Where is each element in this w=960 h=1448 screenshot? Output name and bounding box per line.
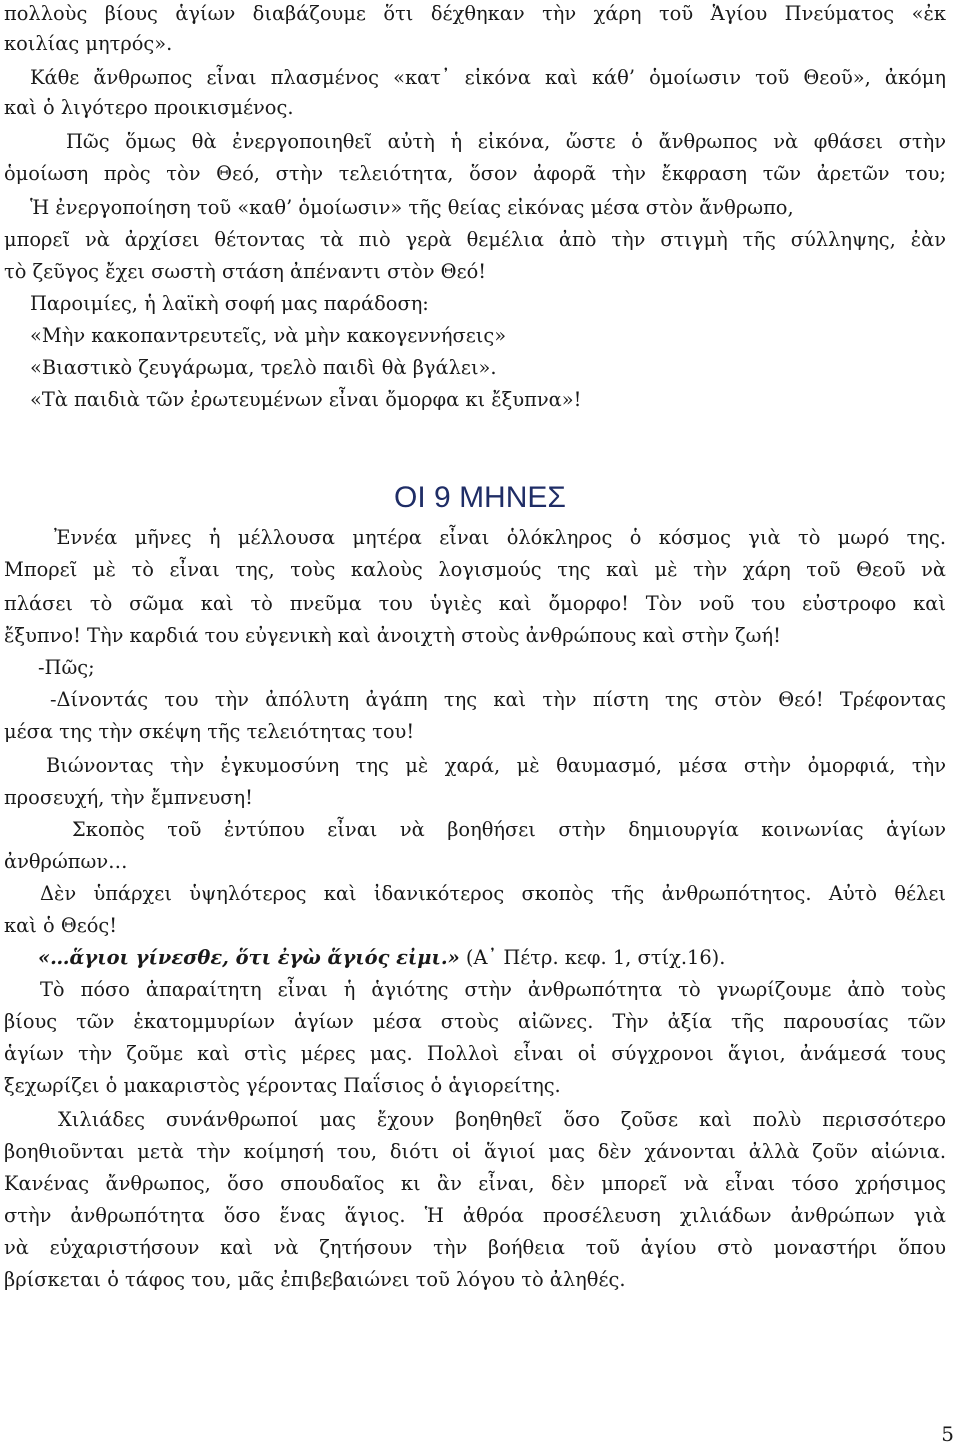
text-line: ὁμοίωση πρὸς τὸν Θεό, στὴν τελειότητα, ὅσον ἀφορᾶ τὴν ἔκφραση τῶν ἀρετῶν του;	[4, 162, 946, 185]
text-line: ἔξυπνο! Τὴν καρδιά του εὐγενικὴ καὶ ἀνοιχτὴ στοὺς ἀνθρώπους καὶ στὴν ζωή!	[4, 624, 781, 647]
text-line: ἀνθρώπων…	[4, 850, 128, 873]
text-line: Βιώνοντας τὴν ἐγκυμοσύνη της μὲ χαρά, μὲ θαυμασμό, μέσα στὴν ὀμορφιά, τὴν	[46, 754, 946, 777]
text-line: ξεχωρίζει ὁ μακαριστὸς γέροντας Παΐσιος ὁ ἁγιορείτης.	[4, 1074, 561, 1097]
text-line: βοηθιοῦνται μετὰ τὴν κοίμησή του, διότι οἱ ἅγιοί μας δὲν χάνονται ἀλλὰ ζοῦν αἰώνια.	[4, 1140, 946, 1163]
page-number: 5	[941, 1422, 954, 1446]
text-line: πλάσει τὸ σῶμα καὶ τὸ πνεῦμα του ὑγιὲς καὶ ὄμορφο! Τὸν νοῦ του εὐστροφο καὶ	[4, 592, 946, 615]
text-line: -Πῶς;	[38, 656, 95, 679]
text-line: βρίσκεται ὁ τάφος του, μᾶς ἐπιβεβαιώνει τοῦ λόγου τὸ ἀληθές.	[4, 1268, 626, 1291]
text-line: ἁγίων τὴν ζοῦμε καὶ στὶς μέρες μας. Πολλοὶ εἶναι οἱ σύγχρονοι ἅγιοι, ἀνάμεσά τους	[4, 1042, 946, 1065]
text-line: Δὲν ὑπάρχει ὑψηλότερος καὶ ἰδανικότερος σκοπὸς τῆς ἀνθρωπότητος. Αὐτὸ θέλει	[40, 882, 946, 905]
scripture-quote	[0, 944, 960, 972]
text-line: Κάθε ἄνθρωπος εἶναι πλασμένος «κατ᾽ εἰκόνα καὶ κάθ’ ὁμοίωσιν τοῦ Θεοῦ», ἀκόμη	[30, 66, 946, 89]
text-line: «Βιαστικὸ ζευγάρωμα, τρελὸ παιδὶ θὰ βγάλει».	[30, 356, 497, 379]
text-line: Πῶς ὅμως θὰ ἐνεργοποιηθεῖ αὐτὴ ἡ εἰκόνα, ὥστε ὁ ἄνθρωπος νὰ φθάσει στὴν	[66, 130, 946, 153]
text-line: προσευχή, τὴν ἔμπνευση!	[4, 786, 253, 809]
text-line: καὶ ὁ Θεός!	[4, 914, 118, 937]
text-line: -Δίνοντάς του τὴν ἀπόλυτη ἀγάπη της καὶ τὴν πίστη της στὸν Θεό! Τρέφοντας	[50, 688, 946, 711]
text-line: βίους τῶν ἑκατομμυρίων ἁγίων μέσα στοὺς αἰῶνες. Τὴν ἀξία τῆς παρουσίας τῶν	[4, 1010, 946, 1033]
text-line: μέσα της τὴν σκέψη τῆς τελειότητας του!	[4, 720, 415, 743]
text-line: μπορεῖ νὰ ἀρχίσει θέτοντας τὰ πιὸ γερὰ θεμέλια ἀπὸ τὴν στιγμὴ τῆς σύλληψης, ἐὰν	[4, 228, 946, 251]
text-line: στὴν ἀνθρωπότητα ὅσο ἕνας ἅγιος. Ἡ ἀθρόα προσέλευση χιλιάδων ἀνθρώπων γιὰ	[4, 1204, 946, 1227]
text-line: Χιλιάδες συνάνθρωποί μας ἔχουν βοηθηθεῖ ὅσο ζοῦσε καὶ πολὺ περισσότερο	[58, 1108, 946, 1131]
text-line: Ἡ ἐνεργοποίηση τοῦ «καθ’ ὁμοίωσιν» τῆς θείας εἰκόνας μέσα στὸν ἄνθρωπο,	[30, 196, 794, 219]
text-line: Ἐννέα μῆνες ἡ μέλλουσα μητέρα εἶναι ὁλόκληρος ὁ κόσμος γιὰ τὸ μωρό της.	[54, 526, 946, 549]
quote-text: «…ἅγιοι γίνεσθε, ὅτι ἐγὼ ἅγιός εἰμι.»	[38, 946, 460, 969]
text-line: τὸ ζεῦγος ἔχει σωστὴ στάση ἀπέναντι στὸν Θεό!	[4, 260, 487, 283]
quote-reference: (Α᾽ Πέτρ. κεφ. 1, στίχ.16).	[459, 946, 726, 969]
text-line: καὶ ὁ λιγότερο προικισμένος.	[4, 96, 294, 119]
section-heading: ΟΙ 9 ΜΗΝΕΣ	[394, 481, 566, 514]
text-line: Τὸ πόσο ἀπαραίτητη εἶναι ἡ ἁγιότης στὴν ἀνθρωπότητα τὸ γνωρίζουμε ἀπὸ τοὺς	[40, 978, 946, 1001]
text-line: Κανένας ἄνθρωπος, ὅσο σπουδαῖος κι ἂν εἶναι, δὲν μπορεῖ νὰ εἶναι τόσο χρήσιμος	[4, 1172, 946, 1195]
text-line: «Μὴν κακοπαντρευτεῖς, νὰ μὴν κακογεννήσεις»	[30, 324, 507, 347]
text-line: νὰ εὐχαριστήσουν καὶ νὰ ζητήσουν τὴν βοήθεια τοῦ ἁγίου στὸ μοναστήρι ὅπου	[4, 1236, 946, 1259]
text-line: κοιλίας μητρός».	[4, 32, 173, 55]
text-line: Μπορεῖ μὲ τὸ εἶναι της, τοὺς καλοὺς λογισμούς της καὶ μὲ τὴν χάρη τοῦ Θεοῦ νὰ	[4, 558, 946, 581]
text-line: Παροιμίες, ἡ λαϊκὴ σοφή μας παράδοση:	[30, 292, 429, 315]
text-line: «Τὰ παιδιὰ τῶν ἐρωτευμένων εἶναι ὄμορφα κι ἔξυπνα»!	[30, 388, 582, 411]
text-line: πολλοὺς βίους ἁγίων διαβάζουμε ὅτι δέχθηκαν τὴν χάρη τοῦ Ἁγίου Πνεύματος «ἐκ	[4, 2, 946, 25]
text-line: Σκοπὸς τοῦ ἐντύπου εἶναι νὰ βοηθήσει στὴν δημιουργία κοινωνίας ἁγίων	[72, 818, 946, 841]
